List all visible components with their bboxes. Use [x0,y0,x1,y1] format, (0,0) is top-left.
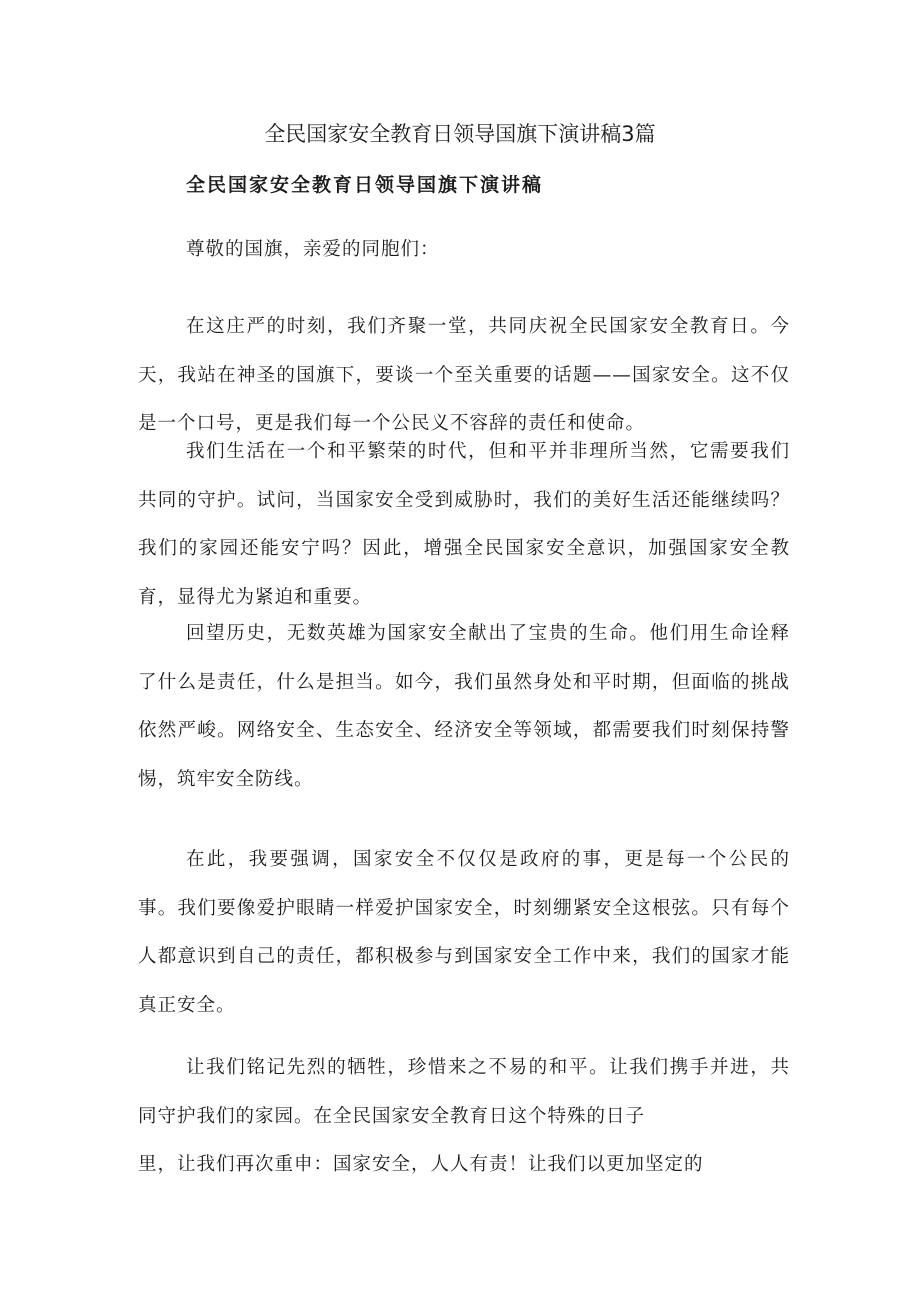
paragraph-4: 在此，我要强调，国家安全不仅仅是政府的事，更是每一个公民的事。我们要像爱护眼睛一样爱护国家安全，时刻绷紧安全这根弦。只有每个人都意识到自己的责任，都积极参与到国家安全工作中来，我们的国家才能真正安全。 [138,849,790,1016]
paragraph-3: 回望历史，无数英雄为国家安全献出了宝贵的生命。他们用生命诠释了什么是责任，什么是担当。如今，我们虽然身处和平时期，但面临的挑战依然严峻。网络安全、生态安全、经济安全等领域，都需要我们时刻保持警惕，筑牢安全防线。 [138,623,790,790]
paragraph-2: 我们生活在一个和平繁荣的时代，但和平并非理所当然，它需要我们共同的守护。试问，当国家安全受到威胁时，我们的美好生活还能继续吗？我们的家园还能安宁吗？因此，增强全民国家安全意识，加强国家安全教育，显得尤为紧迫和重要。 [138,441,790,608]
salutation: 尊敬的国旗，亲爱的同胞们： [186,239,440,260]
paragraph-5-line-1: 让我们铭记先烈的牺牲，珍惜来之不易的和平。让我们携手并进，共同守护我们的家园。在全民国家安全教育日这个特殊的日子 [138,1057,790,1127]
paragraph-1: 在这庄严的时刻，我们齐聚一堂，共同庆祝全民国家安全教育日。今天，我站在神圣的国旗下，要谈一个至关重要的话题——国家安全。这不仅是一个口号，更是我们每一个公民义不容辞的责任和使命。 [138,316,790,434]
paragraph-5-line-2: 里，让我们再次重申：国家安全，人人有责！让我们以更加坚定的 [138,1154,704,1175]
document-title: 全民国家安全教育日领导国旗下演讲稿3篇 [264,122,656,146]
section-heading: 全民国家安全教育日领导国旗下演讲稿 [186,174,544,196]
paragraph-5 [138,1044,790,1190]
